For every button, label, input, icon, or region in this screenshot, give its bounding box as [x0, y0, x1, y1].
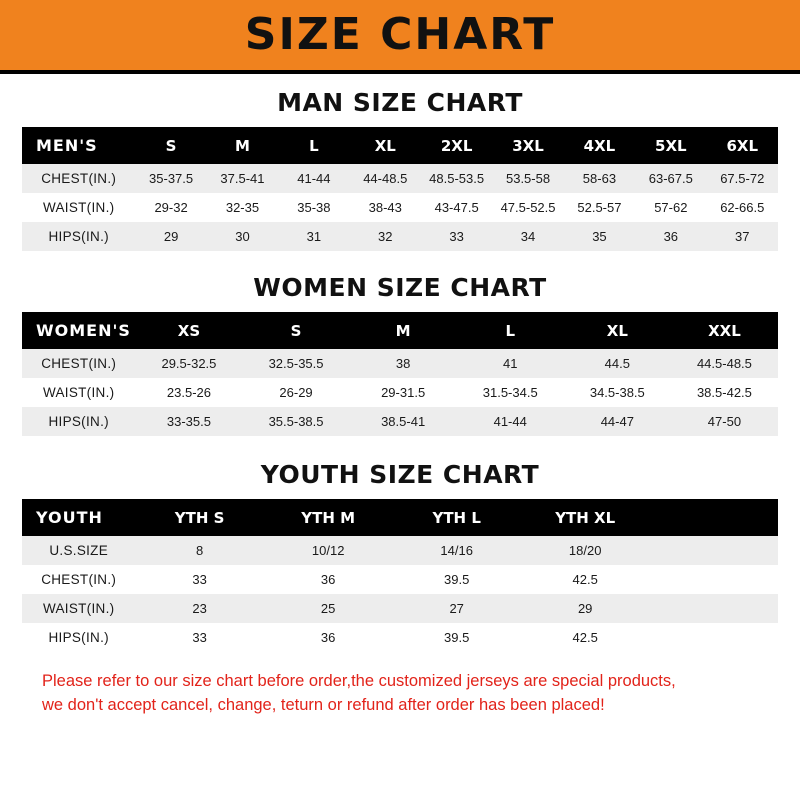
table-cell: 48.5-53.5	[421, 164, 492, 193]
row-label: WAIST(IN.)	[22, 378, 135, 407]
table-cell: 36	[264, 565, 393, 594]
table-cell: 23	[135, 594, 264, 623]
table-row	[22, 536, 778, 565]
row-label: WAIST(IN.)	[22, 594, 135, 623]
column-header: WOMEN'S	[22, 312, 135, 349]
table-cell: 29-32	[135, 193, 206, 222]
column-header: 6XL	[707, 127, 778, 164]
column-header: 3XL	[492, 127, 563, 164]
table-cell: 27	[392, 594, 521, 623]
column-header: XL	[350, 127, 421, 164]
column-header: L	[278, 127, 349, 164]
table-cell: 31.5-34.5	[457, 378, 564, 407]
table-cell: 39.5	[392, 623, 521, 652]
table-cell: 42.5	[521, 623, 650, 652]
table-header-row	[22, 127, 778, 164]
table-cell-empty	[649, 565, 778, 594]
table-row	[22, 222, 778, 251]
table-cell: 38.5-42.5	[671, 378, 778, 407]
table-cell-empty	[649, 623, 778, 652]
table-cell: 44-48.5	[350, 164, 421, 193]
column-header: XS	[135, 312, 242, 349]
header-bar	[0, 0, 800, 74]
table-cell: 41	[457, 349, 564, 378]
table-cell: 41-44	[457, 407, 564, 436]
row-label: HIPS(IN.)	[22, 623, 135, 652]
table-cell: 44-47	[564, 407, 671, 436]
table-cell: 41-44	[278, 164, 349, 193]
men-size-table	[22, 127, 778, 251]
column-header: YTH M	[264, 499, 393, 536]
table-cell: 67.5-72	[707, 164, 778, 193]
table-cell: 58-63	[564, 164, 635, 193]
row-label: CHEST(IN.)	[22, 164, 135, 193]
footnote-line-1: Please refer to our size chart before order,the customized jerseys are special products,	[42, 672, 676, 690]
table-cell: 30	[207, 222, 278, 251]
table-cell: 18/20	[521, 536, 650, 565]
table-row	[22, 407, 778, 436]
women-size-table	[22, 312, 778, 436]
table-cell-empty	[649, 594, 778, 623]
table-cell: 33	[135, 565, 264, 594]
table-row	[22, 193, 778, 222]
youth-size-table	[22, 499, 778, 652]
table-cell: 29.5-32.5	[135, 349, 242, 378]
table-cell: 37.5-41	[207, 164, 278, 193]
table-cell: 23.5-26	[135, 378, 242, 407]
table-cell-empty	[649, 536, 778, 565]
table-cell: 33	[135, 623, 264, 652]
column-header: XXL	[671, 312, 778, 349]
column-header: 2XL	[421, 127, 492, 164]
row-label: CHEST(IN.)	[22, 565, 135, 594]
column-header: XL	[564, 312, 671, 349]
table-cell: 39.5	[392, 565, 521, 594]
table-cell: 53.5-58	[492, 164, 563, 193]
table-cell: 47-50	[671, 407, 778, 436]
table-cell: 44.5	[564, 349, 671, 378]
table-row	[22, 164, 778, 193]
footnote	[42, 670, 758, 718]
table-cell: 38	[350, 349, 457, 378]
table-cell: 14/16	[392, 536, 521, 565]
table-cell: 25	[264, 594, 393, 623]
table-row	[22, 623, 778, 652]
table-cell: 35-38	[278, 193, 349, 222]
table-cell: 63-67.5	[635, 164, 706, 193]
table-cell: 38-43	[350, 193, 421, 222]
table-cell: 8	[135, 536, 264, 565]
table-row	[22, 594, 778, 623]
table-cell: 43-47.5	[421, 193, 492, 222]
table-cell: 32	[350, 222, 421, 251]
content-area	[0, 88, 800, 718]
row-label: U.S.SIZE	[22, 536, 135, 565]
table-cell: 62-66.5	[707, 193, 778, 222]
table-cell: 29	[521, 594, 650, 623]
table-cell: 47.5-52.5	[492, 193, 563, 222]
row-label: CHEST(IN.)	[22, 349, 135, 378]
column-header: YTH XL	[521, 499, 650, 536]
column-header: YTH S	[135, 499, 264, 536]
section-title-youth: YOUTH SIZE CHART	[260, 460, 540, 489]
table-cell: 33	[421, 222, 492, 251]
table-cell: 31	[278, 222, 349, 251]
column-header: YOUTH	[22, 499, 135, 536]
column-header: 4XL	[564, 127, 635, 164]
table-row	[22, 565, 778, 594]
table-row	[22, 378, 778, 407]
table-cell: 57-62	[635, 193, 706, 222]
table-cell: 36	[635, 222, 706, 251]
column-header: YTH L	[392, 499, 521, 536]
section-title-women: WOMEN SIZE CHART	[253, 273, 547, 302]
column-header: 5XL	[635, 127, 706, 164]
footnote-line-2: we don't accept cancel, change, teturn or refund after order has been placed!	[42, 695, 605, 714]
column-header: S	[135, 127, 206, 164]
column-header: L	[457, 312, 564, 349]
table-cell: 29	[135, 222, 206, 251]
table-cell: 35-37.5	[135, 164, 206, 193]
table-cell: 26-29	[242, 378, 349, 407]
table-cell: 29-31.5	[350, 378, 457, 407]
table-cell: 35	[564, 222, 635, 251]
column-header: MEN'S	[22, 127, 135, 164]
row-label: WAIST(IN.)	[22, 193, 135, 222]
row-label: HIPS(IN.)	[22, 407, 135, 436]
table-cell: 52.5-57	[564, 193, 635, 222]
table-cell: 38.5-41	[350, 407, 457, 436]
column-header: M	[350, 312, 457, 349]
table-cell: 10/12	[264, 536, 393, 565]
table-cell: 33-35.5	[135, 407, 242, 436]
table-row	[22, 349, 778, 378]
table-header-row	[22, 499, 778, 536]
table-header-row	[22, 312, 778, 349]
table-cell: 42.5	[521, 565, 650, 594]
column-header: M	[207, 127, 278, 164]
table-cell: 34	[492, 222, 563, 251]
table-cell: 32.5-35.5	[242, 349, 349, 378]
column-header-empty	[649, 499, 778, 536]
section-title-men: MAN SIZE CHART	[277, 88, 523, 117]
table-cell: 32-35	[207, 193, 278, 222]
row-label: HIPS(IN.)	[22, 222, 135, 251]
table-cell: 37	[707, 222, 778, 251]
page-title: SIZE CHART	[244, 9, 556, 60]
table-cell: 34.5-38.5	[564, 378, 671, 407]
table-cell: 36	[264, 623, 393, 652]
column-header: S	[242, 312, 349, 349]
table-cell: 35.5-38.5	[242, 407, 349, 436]
table-cell: 44.5-48.5	[671, 349, 778, 378]
